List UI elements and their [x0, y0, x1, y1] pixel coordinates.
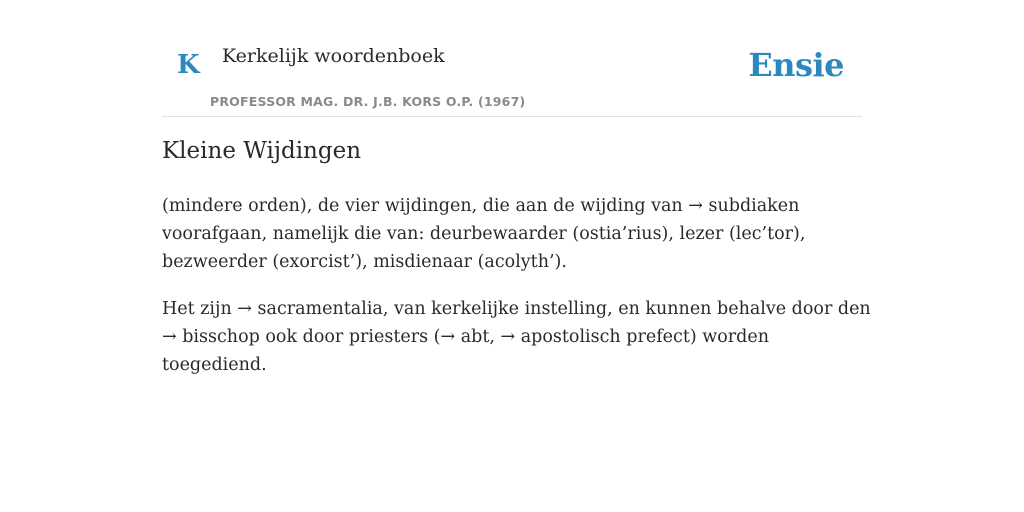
ensie-brand-logo[interactable]: Ensie — [748, 46, 844, 84]
entry-body — [162, 192, 872, 398]
paragraph-text: ook door priesters ( — [259, 327, 441, 347]
paragraph-text: (mindere orden), de vier wijdingen, die aan de wijding van — [162, 196, 689, 216]
paragraph-text: , van kerkelijke instelling, en kunnen behalve door den — [382, 299, 871, 319]
xref-link-sacramentalia[interactable]: sacramentalia — [257, 299, 383, 319]
xref-link-subdiaken[interactable]: subdiaken — [708, 196, 800, 216]
paragraph-text: ) worden toegediend. — [162, 327, 769, 375]
xref-link-apostolisch-prefect[interactable]: apostolisch prefect — [520, 327, 690, 347]
entry-paragraph — [162, 295, 872, 379]
xref-link-bisschop[interactable]: bisschop — [182, 327, 260, 347]
arrow-right-icon: → — [162, 327, 183, 347]
book-logo-icon[interactable]: K — [177, 50, 200, 80]
paragraph-text: Het zijn — [162, 299, 238, 319]
xref-link-abt[interactable]: abt — [460, 327, 490, 347]
book-title[interactable]: Kerkelijk woordenboek — [222, 45, 445, 67]
paragraph-text: , — [489, 327, 501, 347]
arrow-right-icon: → — [237, 299, 258, 319]
paragraph-text: voorafgaan, namelijk die van: deurbewaarder (ostia’rius), lezer (lec’tor), bezweerder (exorcist’), misdienaar (acolyth’). — [162, 224, 806, 272]
entry-title: Kleine Wijdingen — [162, 138, 362, 164]
book-author: PROFESSOR MAG. DR. J.B. KORS O.P. (1967) — [210, 94, 526, 109]
arrow-right-icon: → — [500, 327, 521, 347]
book-header — [162, 0, 862, 117]
arrow-right-icon: → — [440, 327, 461, 347]
arrow-right-icon: → — [688, 196, 709, 216]
entry-paragraph — [162, 192, 872, 276]
page-container — [162, 0, 871, 375]
